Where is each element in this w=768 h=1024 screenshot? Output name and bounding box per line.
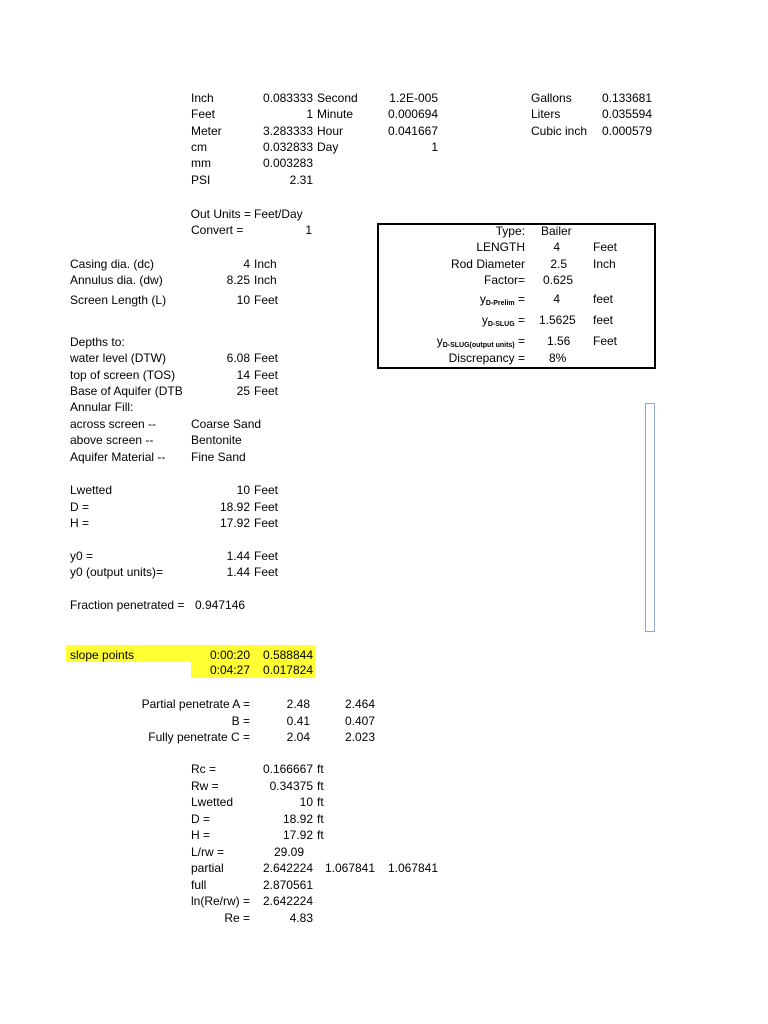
calc-value: 2.870561 <box>262 878 313 892</box>
casing-dia-unit: Inch <box>254 257 277 271</box>
calc-unit: ft <box>317 779 324 793</box>
aquifer-material-label: Aquifer Material -- <box>70 450 166 464</box>
lwetted-label: Lwetted <box>70 483 113 497</box>
unit-label: Feet <box>191 107 216 121</box>
dtb-label: Base of Aquifer (DTB <box>70 384 183 398</box>
dtw-label: water level (DTW) <box>70 351 167 365</box>
calc-label: ln(Re/rw) = <box>191 894 251 908</box>
slope-time[interactable]: 0:04:27 <box>209 663 250 677</box>
bailer-label: Discrepancy = <box>448 351 525 365</box>
unit-label: Liters <box>531 107 561 121</box>
depths-header: Depths to: <box>70 335 125 349</box>
convert-value: 1 <box>305 223 312 237</box>
screen-length-unit: Feet <box>254 293 279 307</box>
calc-value: 29.09 <box>273 845 304 859</box>
coeff-b-value: 0.41 <box>286 714 310 728</box>
unit-value: 0.083333 <box>262 91 313 105</box>
screen-length-value[interactable]: 10 <box>236 293 250 307</box>
coeff-b-value-2: 0.407 <box>344 714 375 728</box>
unit-label: Inch <box>191 91 214 105</box>
calc-unit: ft <box>317 812 324 826</box>
bailer-y-prelim-label <box>385 292 525 306</box>
bailer-value[interactable]: 4 <box>553 240 560 254</box>
unit-value: 0.035594 <box>601 107 652 121</box>
unit-value: 0.032833 <box>262 140 313 154</box>
unit-label: Day <box>317 140 339 154</box>
y0-output-label: y0 (output units)= <box>70 565 164 579</box>
fraction-value: 0.947146 <box>195 598 246 612</box>
coeff-c-value-2: 2.023 <box>344 730 375 744</box>
lwetted-value: 10 <box>236 483 250 497</box>
coeff-c-value: 2.04 <box>286 730 310 744</box>
unit-value: 1 <box>431 140 438 154</box>
annulus-dia-label: Annulus dia. (dw) <box>70 273 163 287</box>
annulus-dia-unit: Inch <box>254 273 277 287</box>
tos-value[interactable]: 14 <box>236 368 250 382</box>
tos-unit: Feet <box>254 368 279 382</box>
out-units-label: Out Units = <box>190 207 251 221</box>
bailer-y-slug-label <box>385 313 525 327</box>
y-symbol: y <box>481 313 488 327</box>
bailer-value[interactable]: 2.5 <box>550 257 567 271</box>
calc-label: D = <box>191 812 211 826</box>
bailer-label: Type: <box>495 224 525 238</box>
dtw-unit: Feet <box>254 351 279 365</box>
subscript: D-SLUG(output units) <box>442 342 515 349</box>
equals: = <box>514 313 525 327</box>
y0-output-unit: Feet <box>254 565 279 579</box>
annular-header: Annular Fill: <box>70 400 134 414</box>
aquifer-material-value[interactable]: Fine Sand <box>191 450 246 464</box>
bailer-value: 1.56 <box>547 334 571 348</box>
d-label: D = <box>70 500 90 514</box>
bailer-unit: Feet <box>593 334 618 348</box>
unit-label: PSI <box>191 173 211 187</box>
unit-label: Second <box>317 91 358 105</box>
calc-value: 0.34375 <box>269 779 313 793</box>
casing-dia-value[interactable]: 4 <box>243 257 250 271</box>
tos-label: top of screen (TOS) <box>70 368 176 382</box>
calc-label: Re = <box>224 911 250 925</box>
calc-label: Lwetted <box>191 795 234 809</box>
annulus-dia-value[interactable]: 8.25 <box>226 273 250 287</box>
bailer-value[interactable]: Bailer <box>541 224 572 238</box>
calc-unit: ft <box>317 828 324 842</box>
y0-output-value: 1.44 <box>226 565 250 579</box>
unit-value: 1 <box>306 107 313 121</box>
dtb-unit: Feet <box>254 384 279 398</box>
unit-value: 1.2E-005 <box>389 91 438 105</box>
calc-label: Rw = <box>191 779 219 793</box>
calc-value: 4.83 <box>289 911 313 925</box>
above-screen-label: above screen -- <box>70 433 154 447</box>
calc-value-2: 1.067841 <box>324 861 375 875</box>
bailer-y-slug-output-label <box>385 334 525 348</box>
y0-label: y0 = <box>70 549 94 563</box>
selection-frame[interactable] <box>645 403 655 632</box>
calc-label: L/rw = <box>191 845 225 859</box>
dtb-value[interactable]: 25 <box>236 384 250 398</box>
unit-value: 2.31 <box>289 173 313 187</box>
calc-value: 10 <box>299 795 313 809</box>
lwetted-unit: Feet <box>254 483 279 497</box>
h-value: 17.92 <box>219 516 250 530</box>
bailer-value: 1.5625 <box>539 313 576 327</box>
y0-unit: Feet <box>254 549 279 563</box>
unit-label: mm <box>191 156 211 170</box>
unit-value: 3.283333 <box>262 124 313 138</box>
unit-label: Meter <box>191 124 222 138</box>
calc-value: 0.166667 <box>262 762 313 776</box>
bailer-unit: Inch <box>593 257 616 271</box>
calc-value: 17.92 <box>282 828 313 842</box>
subscript: D-Prelim <box>485 300 515 307</box>
calc-unit: ft <box>317 795 324 809</box>
convert-label: Convert = <box>191 223 244 237</box>
across-screen-label: across screen -- <box>70 417 157 431</box>
calc-value: 2.642224 <box>262 861 313 875</box>
unit-label: Minute <box>317 107 354 121</box>
bailer-label: Factor= <box>483 273 525 287</box>
h-unit: Feet <box>254 516 279 530</box>
y-symbol: y <box>479 292 486 306</box>
above-screen-value[interactable]: Bentonite <box>191 433 242 447</box>
unit-value: 0.133681 <box>601 91 652 105</box>
dtw-value[interactable]: 6.08 <box>226 351 250 365</box>
bailer-label: Rod Diameter <box>450 257 525 271</box>
equals: = <box>514 334 525 348</box>
calc-label: Rc = <box>191 762 217 776</box>
d-unit: Feet <box>254 500 279 514</box>
unit-value: 0.041667 <box>387 124 438 138</box>
coeff-a-label: Partial penetrate A = <box>141 697 250 711</box>
unit-label: Cubic inch <box>531 124 588 138</box>
y0-value: 1.44 <box>226 549 250 563</box>
bailer-value: 4 <box>553 292 560 306</box>
bailer-unit: feet <box>593 292 614 306</box>
bailer-unit: feet <box>593 313 614 327</box>
out-units-value[interactable]: Feet/Day <box>254 207 303 221</box>
coeff-a-value: 2.48 <box>286 697 310 711</box>
bailer-value: 0.625 <box>543 273 574 287</box>
d-value: 18.92 <box>219 500 250 514</box>
bailer-unit: Feet <box>593 240 618 254</box>
calc-value: 18.92 <box>282 812 313 826</box>
bailer-label: LENGTH <box>476 240 525 254</box>
calc-label: full <box>191 878 207 892</box>
slope-value[interactable]: 0.588844 <box>262 648 313 662</box>
subscript: D-SLUG <box>487 321 515 328</box>
coeff-c-label: Fully penetrate C = <box>148 730 250 744</box>
calc-value: 2.642224 <box>262 894 313 908</box>
calc-value-3: 1.067841 <box>387 861 438 875</box>
calc-unit: ft <box>317 762 324 776</box>
bailer-value: 8% <box>549 351 567 365</box>
slope-value[interactable]: 0.017824 <box>262 663 313 677</box>
unit-label: Hour <box>317 124 344 138</box>
casing-dia-label: Casing dia. (dc) <box>70 257 155 271</box>
across-screen-value[interactable]: Coarse Sand <box>191 417 262 431</box>
slope-time[interactable]: 0:00:20 <box>209 648 250 662</box>
equals: = <box>514 292 525 306</box>
unit-value: 0.000579 <box>601 124 652 138</box>
coeff-b-label: B = <box>231 714 250 728</box>
coeff-a-value-2: 2.464 <box>344 697 375 711</box>
fraction-label: Fraction penetrated = <box>70 598 185 612</box>
unit-value: 0.000694 <box>387 107 438 121</box>
calc-label: partial <box>191 861 224 875</box>
y-symbol: y <box>436 334 443 348</box>
unit-label: cm <box>191 140 207 154</box>
unit-label: Gallons <box>531 91 572 105</box>
unit-value: 0.003283 <box>262 156 313 170</box>
screen-length-label: Screen Length (L) <box>70 293 167 307</box>
slope-points-label: slope points <box>70 648 135 662</box>
calc-label: H = <box>191 828 211 842</box>
h-label: H = <box>70 516 90 530</box>
